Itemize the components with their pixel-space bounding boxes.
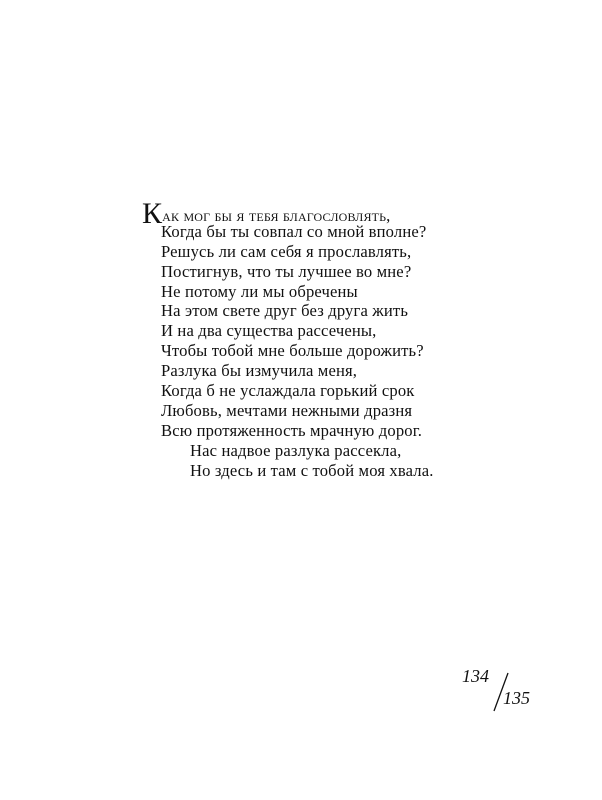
poem-line-12: Всю протяженность мрачную дорог. bbox=[161, 420, 423, 440]
poem-couplet-line-1: Нас надвое разлука рассекла, bbox=[190, 440, 402, 460]
poem-line-2: Когда бы ты совпал со мной вполне? bbox=[161, 221, 427, 241]
poem-first-line-text: ак мог бы я тебя благословлять, bbox=[162, 206, 391, 225]
poem bbox=[142, 197, 434, 480]
page-number-right: 135 bbox=[503, 688, 530, 708]
poem-line-9: Разлука бы измучила меня, bbox=[161, 361, 358, 381]
poem-line-6: На этом свете друг без друга жить bbox=[161, 301, 409, 321]
poem-line-1 bbox=[142, 197, 434, 230]
poem-line-3: Решусь ли сам себя я прославлять, bbox=[161, 241, 412, 261]
poem-line-7: И на два существа рассечены, bbox=[161, 321, 377, 341]
page-number-left: 134 bbox=[462, 666, 489, 686]
poem-line-4: Постигнув, что ты лучшее во мне? bbox=[161, 261, 412, 281]
poem-line-10: Когда б не услаждала горький срок bbox=[161, 381, 415, 401]
drop-cap: К bbox=[142, 197, 163, 230]
poem-line-8: Чтобы тобой мне больше дорожить? bbox=[161, 341, 424, 361]
poem-line-5: Не потому ли мы обречены bbox=[161, 281, 358, 301]
poem-couplet-line-2: Но здесь и там с тобой моя хвала. bbox=[190, 460, 434, 480]
poem-line-11: Любовь, мечтами нежными дразня bbox=[161, 400, 413, 420]
page-numbers bbox=[462, 666, 532, 712]
